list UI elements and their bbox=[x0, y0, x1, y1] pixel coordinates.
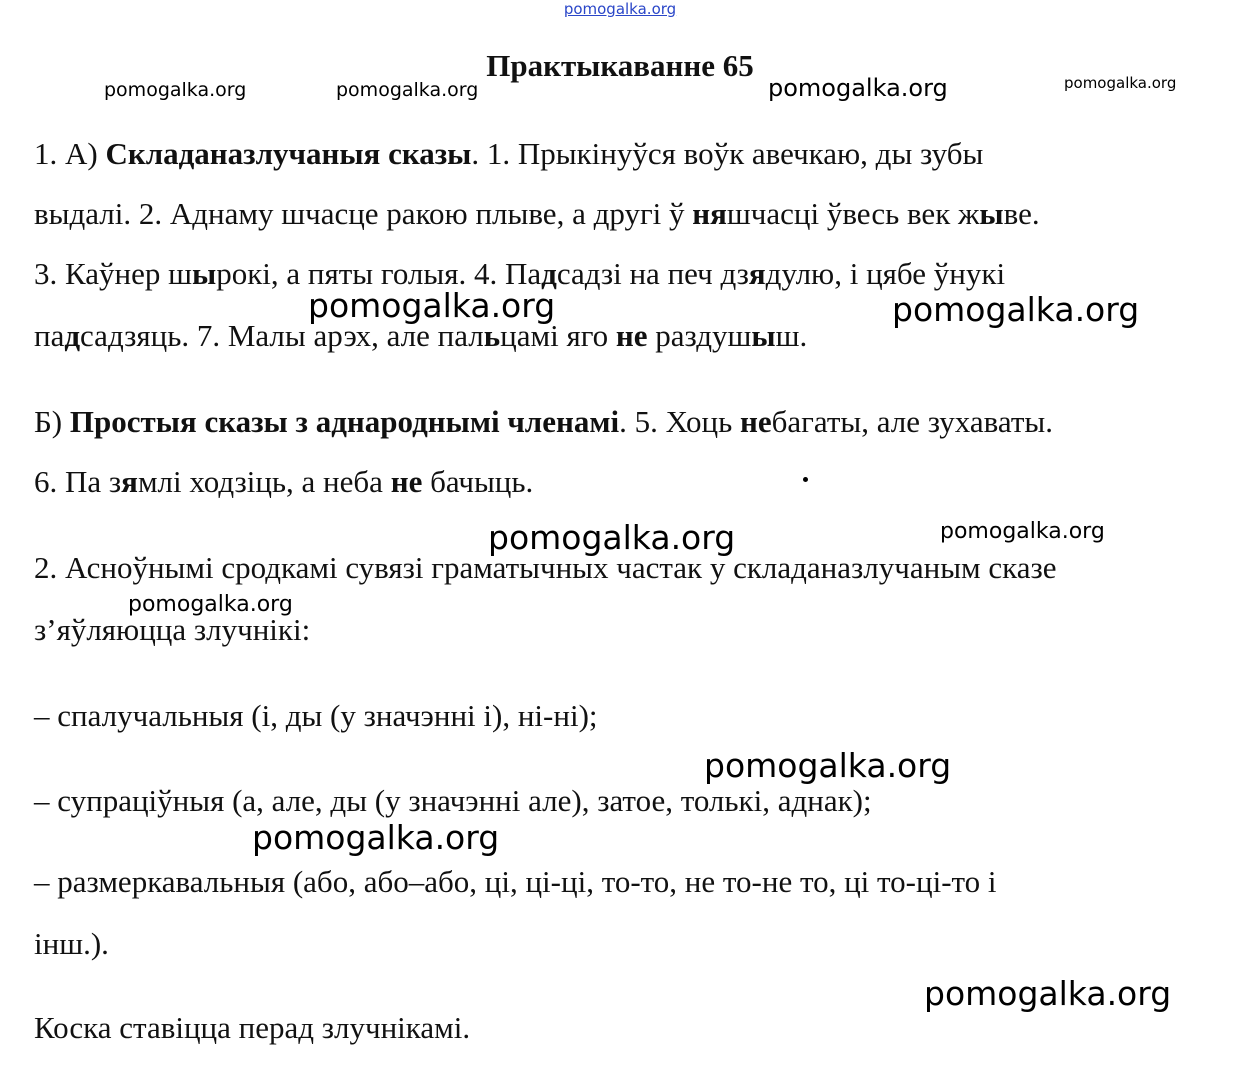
watermark: pomogalka.org bbox=[704, 746, 952, 785]
watermark: pomogalka.org bbox=[128, 592, 293, 617]
watermark: pomogalka.org bbox=[104, 79, 247, 101]
watermark: pomogalka.org bbox=[336, 79, 479, 101]
section1-a-line3: 3. Каўнер шырокі, а пяты голыя. 4. Падсадзі на печ дзядулю, і цябе ўнукі bbox=[34, 256, 1006, 291]
section1-a-line1: 1. А) Складаназлучаныя сказы. 1. Прыкінуўся воўк авечкаю, ды зубы bbox=[34, 136, 984, 171]
section1-a-line4: падсадзяць. 7. Малы арэх, але пальцамі яго не раздушыш. bbox=[34, 318, 808, 353]
section2-line1: 2. Асноўнымі сродкамі сувязі граматычных частак у складаназлучаным сказе bbox=[34, 550, 1057, 585]
watermark: pomogalka.org bbox=[488, 518, 736, 557]
watermark: pomogalka.org bbox=[308, 286, 556, 325]
watermark: pomogalka.org bbox=[1064, 74, 1177, 92]
watermark: pomogalka.org bbox=[892, 290, 1140, 329]
list-item-spaluchalnyia: – спалучальныя (і, ды (у значэнні і), ні-ні); bbox=[34, 698, 598, 733]
watermark: pomogalka.org bbox=[252, 818, 500, 857]
section1-a-line2: выдалі. 2. Аднаму шчасце ракою плыве, а другі ў няшчасці ўвесь век жыве. bbox=[34, 196, 1040, 231]
section1-b-line1: Б) Простыя сказы з аднароднымі членамі. 5. Хоць небагаты, але зухаваты. bbox=[34, 404, 1053, 439]
watermark: pomogalka.org bbox=[940, 519, 1105, 544]
stray-dot bbox=[803, 477, 808, 482]
section2-line2: з’яўляюцца злучнікі: bbox=[34, 612, 311, 647]
watermark: pomogalka.org bbox=[768, 74, 948, 102]
section1-b-line2: 6. Па зямлі ходзіць, а неба не бачыць. bbox=[34, 464, 534, 499]
section1-b-heading: Простыя сказы з аднароднымі членамі bbox=[69, 404, 620, 439]
list-item-razmerkavalnyia: – размеркавальныя (або, або–або, ці, ці-ці, то-то, не то-не то, ці то-ці-то і bbox=[34, 864, 997, 899]
list-item-supraciunyia: – супраціўныя (а, але, ды (у значэнні але), затое, толькі, аднак); bbox=[34, 783, 872, 818]
final-note: Коска ставіцца перад злучнікамі. bbox=[34, 1010, 471, 1045]
page-title: Практыкаванне 65 bbox=[486, 48, 754, 83]
top-watermark-link[interactable]: pomogalka.org bbox=[563, 0, 677, 18]
watermark: pomogalka.org bbox=[924, 974, 1172, 1013]
section1-a-heading: Складаназлучаныя сказы bbox=[105, 136, 472, 171]
list-item-razmerkavalnyia-cont: інш.). bbox=[34, 926, 109, 961]
